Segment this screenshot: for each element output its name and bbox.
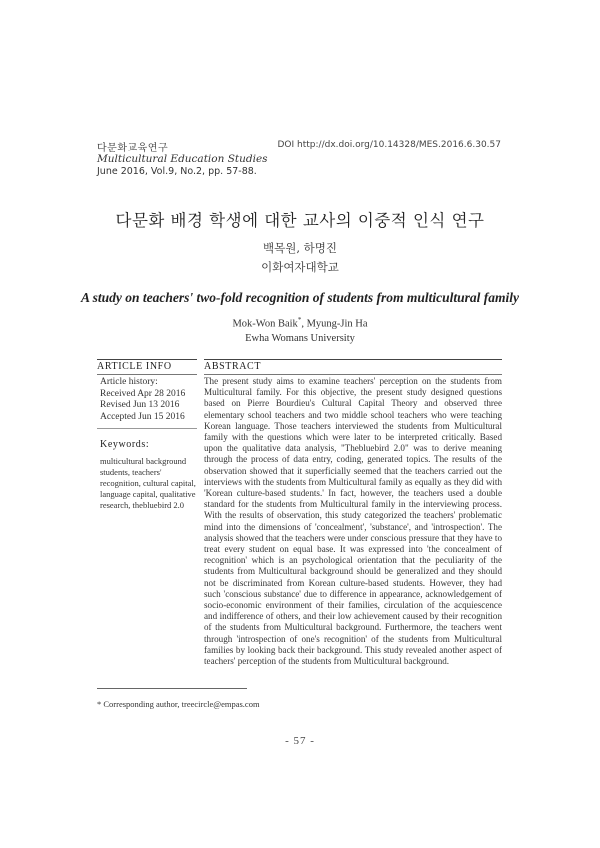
paper-title-korean: 다문화 배경 학생에 대한 교사의 이중적 인식 연구 [115,211,485,230]
article-info-top-rule [97,359,197,360]
journal-title-korean: 다문화교육연구 [97,143,169,154]
authors-korean: 백목원, 하명진 [263,241,337,255]
keywords-divider [97,428,197,429]
keywords-label: Keywords: [100,439,150,450]
page-number: - 57 - [285,735,315,747]
author-1-name: Mok-Won Baik [232,318,298,330]
article-info-heading: ARTICLE INFO [97,361,172,372]
abstract-body: The present study aims to examine teachers' perception on the students from Multicultural family. For this objective, the present study designed questions based on Pierre Bourdieu's Cultural Capital Theory and observed three elementary school teachers and two middle school teachers who were teaching Korean language. Those teachers interviewed the students from Multicultural family with the questions which were later to be interpreted critically. Based upon the qualitative data analysis, "Thebluebird 2.0" was to derive meaning through the process of data entry, coding, generated topics. The results of the observation showed that it superficially seemed that the teachers carried out the interviews with the students from Multicultural family as equally as they did with 'Korean culture-based students.' In fact, however, the teachers used a double standard for the students from Multicultural family in the interviewing process. With the results of observation, this study categorized the teachers' problematic mind into the dimensions of 'concealment', 'substance', and 'introspection'. The analysis showed that the teachers were under conscious pressure that they have to treat every student on equal base. It was expressed into 'the concealment of recognition' which is an psychological orientation that the peculiarity of the students from Multicultural background should be generalized and they should not be discriminated from Korean culture-based students. However, they had such 'conscious substance' due to difference in appearance, acknowledgement of socio-economic environment of their families, circulation of the acquiescence and indifference of others, and their low achievement caused by their recognition of the students from Multicultural background. Furthermore, the teachers went through 'introspection of one's recognition' of the students from Multicultural families by looking back their background. This study revealed another aspect of teachers' perception of the students from Multicultural background. [204,376,502,667]
revised-date: Revised Jun 13 2016 [100,400,180,410]
abstract-heading: ABSTRACT [204,361,262,372]
article-history-label: Article history: [100,377,158,387]
authors-english [0,316,600,330]
corresponding-author-mark: * [297,316,302,324]
article-info-header-rule [97,374,197,375]
affiliation-english: Ewha Womans University [245,333,355,344]
journal-volume: June 2016, Vol.9, No.2, pp. 57-88. [97,166,257,177]
paper-title-english: A study on teachers' two-fold recognition of students from multicultural family [80,290,520,305]
keywords-list: multicultural background students, teachers' recognition, cultural capital, language capital, qualitative research, thebluebird 2.0 [100,456,196,510]
abstract-top-rule [204,359,502,360]
footnote-rule [97,688,247,689]
article-history [100,377,185,423]
affiliation-korean: 이화여자대학교 [261,260,339,274]
journal-title-english: Multicultural Education Studies [97,153,268,165]
accepted-date: Accepted Jun 15 2016 [100,411,185,422]
doi-link[interactable]: DOI http://dx.doi.org/10.14328/MES.2016.6.30.57 [277,140,501,150]
abstract-header-rule [204,374,502,375]
received-date: Received Apr 28 2016 [100,388,186,399]
corresponding-author-footnote: * Corresponding author, treecircle@empas.com [97,699,260,709]
author-2-name: , Myung-Jin Ha [301,318,368,330]
